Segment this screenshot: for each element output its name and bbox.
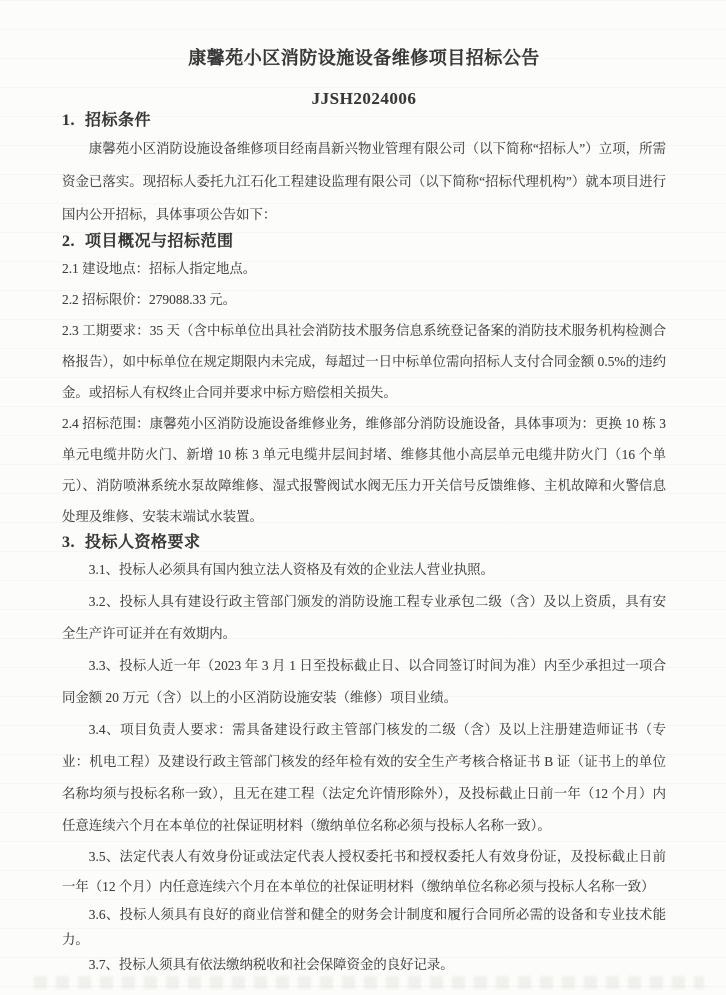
section-3-number: 3.	[62, 534, 75, 551]
paragraph-3-4-project-manager: 3.4、项目负责人要求：需具备建设行政主管部门核发的二级（含）及以上注册建造师证书（专业：机电工程）及建设行政主管部门核发的经年检有效的安全生产考核合格证书 B 证（证书上的单位名称均须与投标名称一致），且无在建工程（法定允许情形除外），及投标截止日前一年（12 个月）内任意连续六个月在本单位的社保证明材料（缴纳单位名称必须与投标人名称一致）。	[62, 722, 666, 833]
paragraph-2-3-schedule: 2.3 工期要求：35 天（含中标单位出具社会消防技术服务信息系统登记备案的消防技术服务机构检测合格报告），如中标单位在规定期限内未完成，每超过一日中标单位需向招标人支付合同金额 0.5%的违约金。或招标人有权终止合同并要求中标方赔偿相关损失。	[62, 323, 666, 400]
document-code: JJSH2024006	[311, 89, 417, 108]
section-2-number: 2.	[62, 233, 75, 250]
section-project-overview	[62, 231, 666, 532]
paragraph-3-2-qualification: 3.2、投标人具有建设行政主管部门颁发的消防设施工程专业承包二级（含）及以上资质，具有安全生产许可证并在有效期内。	[62, 594, 666, 641]
section-1-number: 1.	[62, 112, 75, 129]
paragraph-2-4-scope: 2.4 招标范围：康馨苑小区消防设施设备维修业务，维修部分消防设施设备，具体事项为：更换 10 栋 3 单元电缆井防火门、新增 10 栋 3 单元电缆井层间封堵、维修其他小高层单元电缆井防火门（16 个单元）、消防喷淋系统水泵故障维修、湿式报警阀试水阀无压力开关信号反馈维修、主机故障和火警信息处理及维修、安装末端试水装置。	[62, 416, 666, 524]
document-title: 康馨苑小区消防设施设备维修项目招标公告	[188, 48, 540, 68]
paragraph-3-3-track-record: 3.3、投标人近一年（2023 年 3 月 1 日至投标截止日、以合同签订时间为准）内至少承担过一项合同金额 20 万元（含）以上的小区消防设施安装（维修）项目业绩。	[62, 658, 666, 705]
section-1-title: 招标条件	[85, 112, 152, 129]
section-bidder-qualifications	[62, 532, 666, 977]
section-2-title: 项目概况与招标范围	[85, 233, 234, 250]
section-2-heading	[62, 231, 666, 253]
paragraph-1-intro: 康馨苑小区消防设施设备维修项目经南昌新兴物业管理有限公司（以下简称“招标人”）立项，所需资金已落实。现招标人委托九江石化工程建设监理有限公司（以下简称“招标代理机构”）就本项目进行国内公开招标，具体事项公告如下：	[62, 141, 666, 222]
paragraph-2-2-price-cap: 2.2 招标限价：279088.33 元。	[62, 292, 237, 307]
section-3-title: 投标人资格要求	[85, 534, 201, 551]
section-bidding-conditions	[62, 110, 666, 231]
section-3-heading	[62, 532, 666, 554]
paragraph-3-7-tax-record: 3.7、投标人须具有依法缴纳税收和社会保障资金的良好记录。	[88, 957, 454, 972]
paragraph-2-1-location: 2.1 建设地点：招标人指定地点。	[62, 261, 257, 276]
section-1-heading	[62, 110, 666, 132]
paragraph-3-6-reputation: 3.6、投标人须具有良好的商业信誉和健全的财务会计制度和履行合同所必需的设备和专业技术能力。	[62, 907, 666, 947]
scan-bleed-through-artifact	[34, 976, 704, 989]
paragraph-3-1-legal-entity: 3.1、投标人必须具有国内独立法人资格及有效的企业法人营业执照。	[88, 562, 494, 577]
paragraph-3-5-representative: 3.5、法定代表人有效身份证或法定代表人授权委托书和授权委托人有效身份证，及投标截止日前一年（12 个月）内任意连续六个月在本单位的社保证明材料（缴纳单位名称必须与投标人名称一致）	[62, 849, 666, 894]
